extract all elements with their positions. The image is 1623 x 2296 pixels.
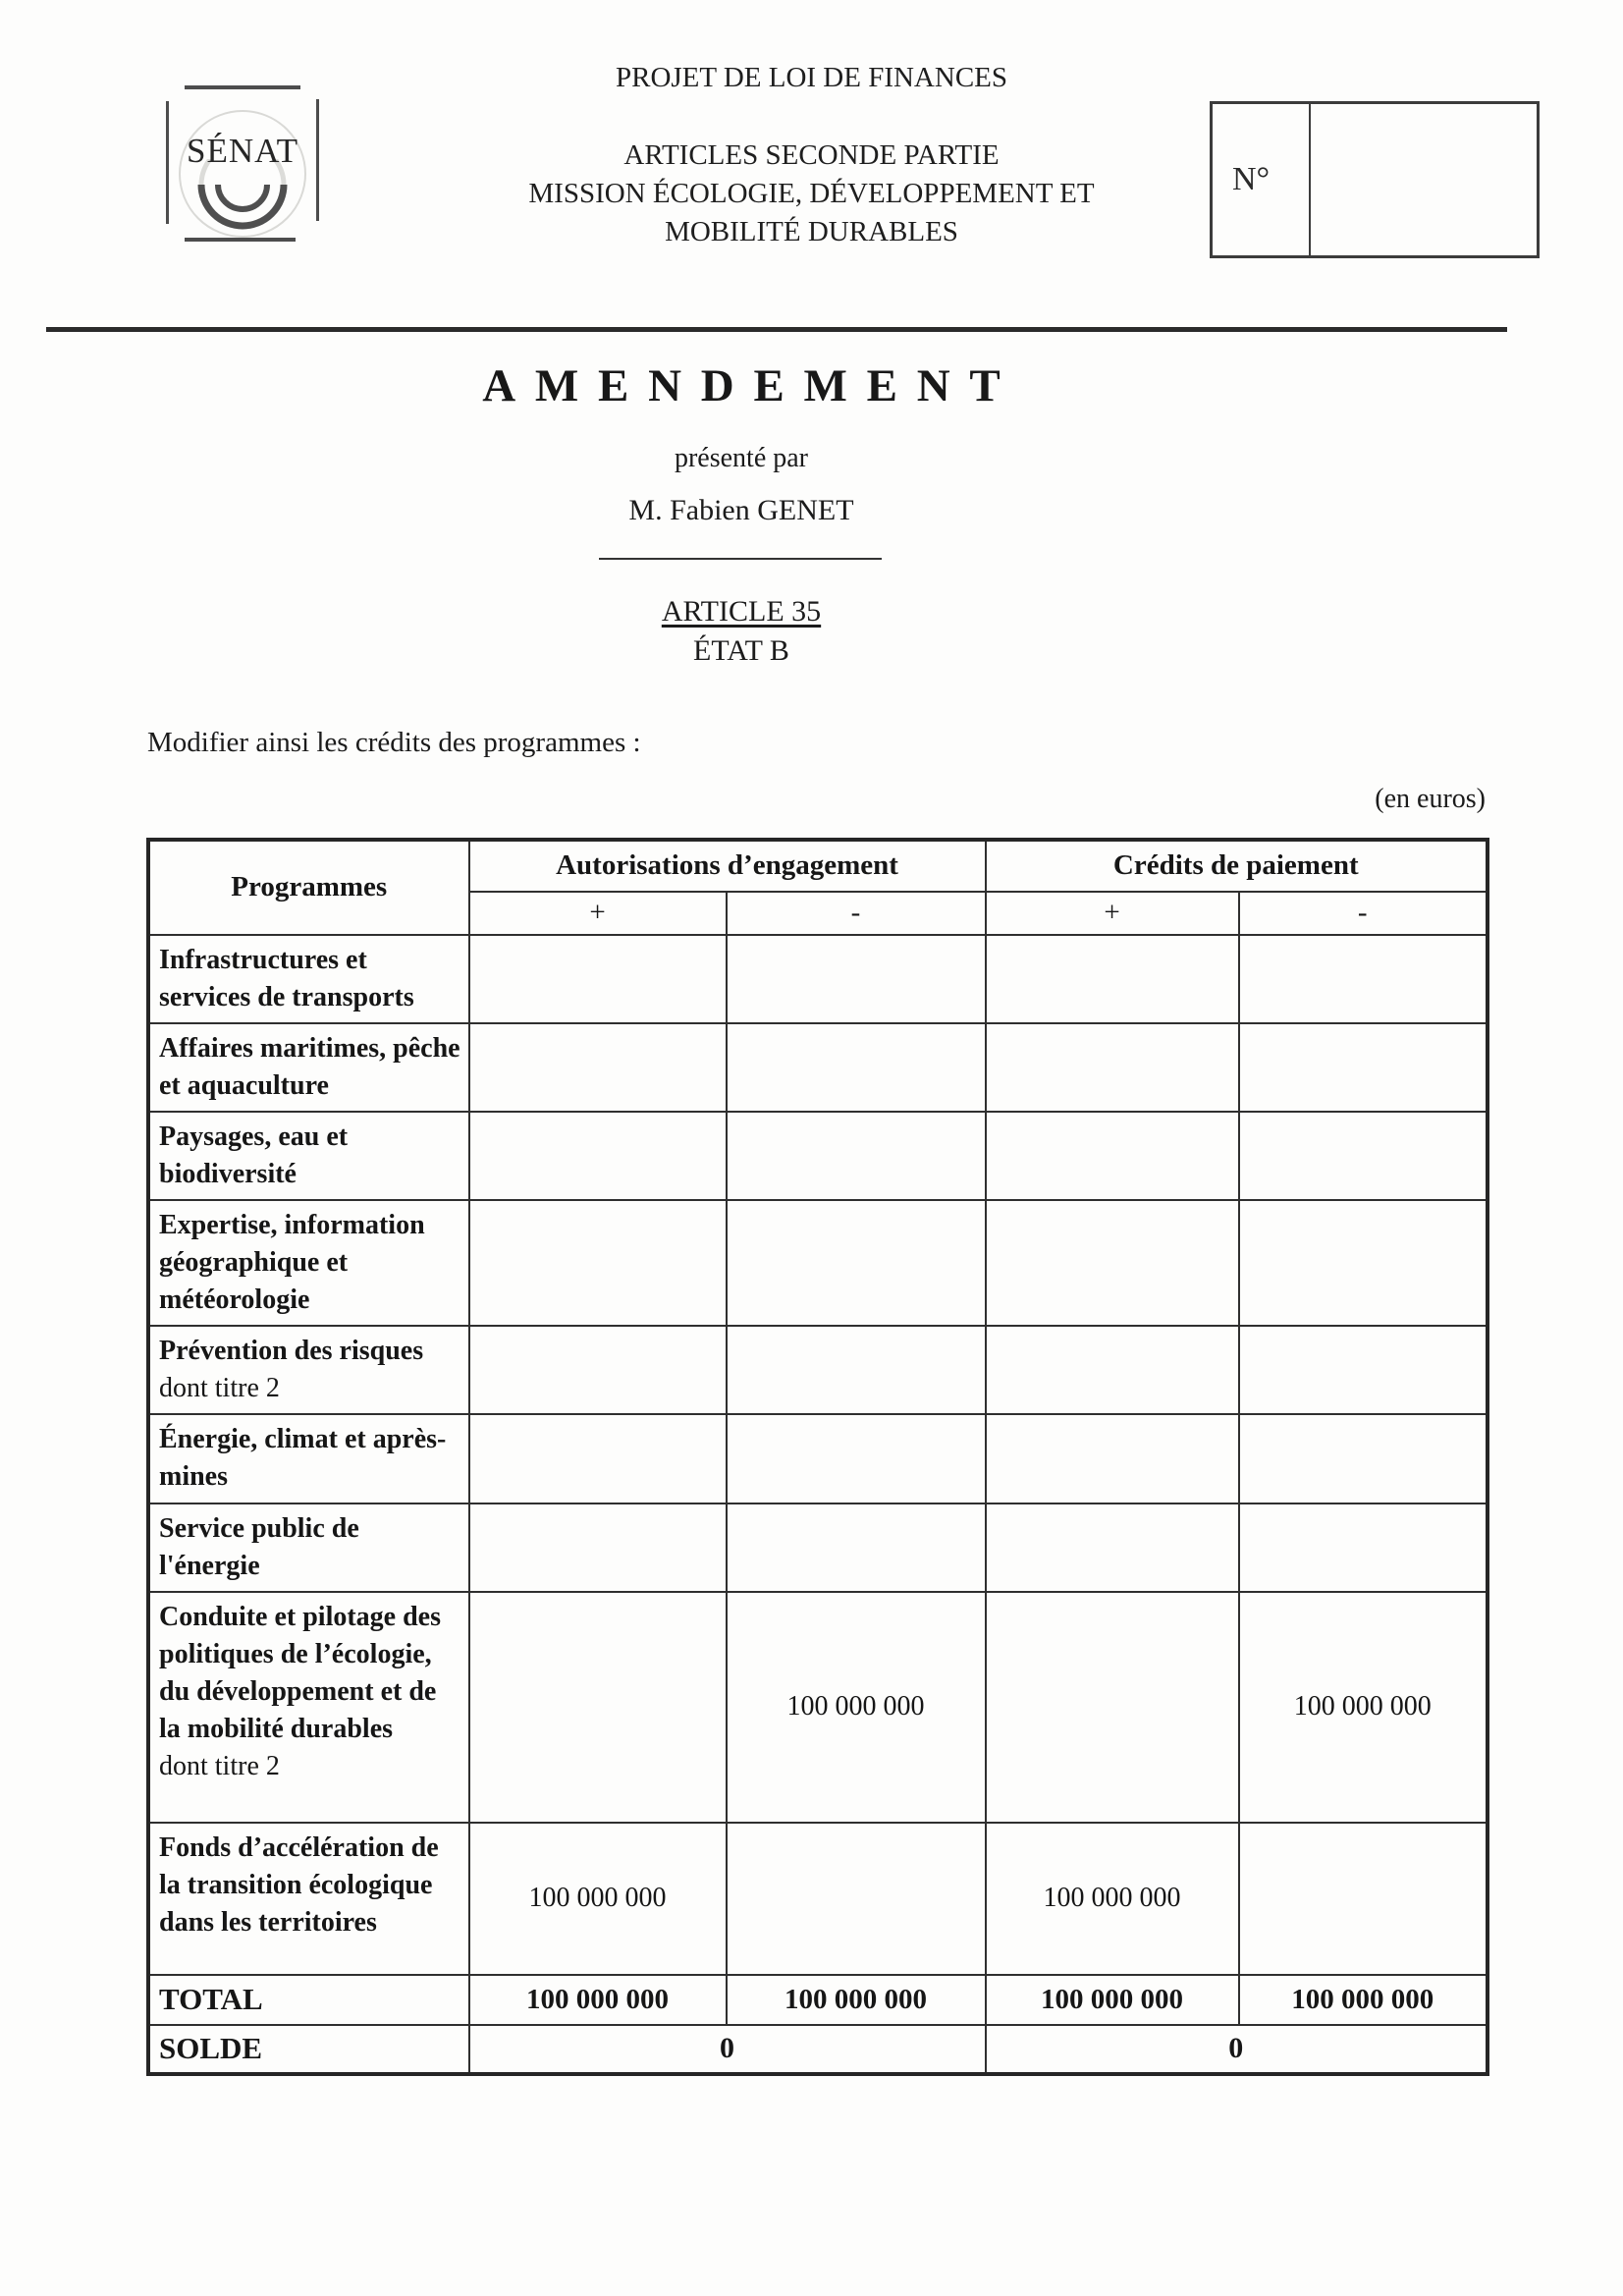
program-label: Infrastructures et services de transports xyxy=(159,944,414,1012)
table-row xyxy=(149,1326,1488,1414)
section-divider xyxy=(599,558,882,560)
ae-minus-header: - xyxy=(727,892,986,935)
instruction-text: Modifier ainsi les crédits des programmes : xyxy=(147,727,641,758)
cp-plus-cell: 100 000 000 xyxy=(986,1823,1239,1975)
table-row xyxy=(149,935,1488,1023)
ae-minus-cell xyxy=(727,1023,986,1112)
program-label: Conduite et pilotage des politiques de l’écologie, du développement et de la mobilité durables xyxy=(159,1601,441,1744)
total-cp-plus-cell: 100 000 000 xyxy=(986,1975,1239,2025)
ae-minus-cell xyxy=(727,1200,986,1326)
total-label-cell xyxy=(149,1975,469,2025)
total-label: TOTAL xyxy=(159,1981,263,2016)
senat-logo xyxy=(131,75,349,255)
ae-minus-cell xyxy=(727,1112,986,1200)
senat-logo-text: SÉNAT xyxy=(187,132,298,170)
table-header-row xyxy=(149,841,1488,892)
cp-plus-cell xyxy=(986,1592,1239,1823)
program-label-cell xyxy=(149,935,469,1023)
program-sub-label: dont titre 2 xyxy=(159,1750,280,1781)
ae-minus-cell xyxy=(727,1503,986,1592)
cp-plus-cell xyxy=(986,1503,1239,1592)
cp-minus-cell xyxy=(1239,1200,1488,1326)
doc-type-title: PROJET DE LOI DE FINANCES xyxy=(615,62,1008,93)
credits-table xyxy=(147,839,1488,2075)
cp-minus-cell xyxy=(1239,1823,1488,1975)
program-label-cell xyxy=(149,1503,469,1592)
cp-minus-cell xyxy=(1239,1414,1488,1503)
ae-plus-cell xyxy=(469,1200,727,1326)
program-label-cell xyxy=(149,1414,469,1503)
ae-plus-cell xyxy=(469,935,727,1023)
program-label: Service public de l'énergie xyxy=(159,1512,359,1581)
total-ae-plus-cell: 100 000 000 xyxy=(469,1975,727,2025)
cp-minus-cell xyxy=(1239,1503,1488,1592)
cp-plus-cell xyxy=(986,1326,1239,1414)
solde-cp-cell: 0 xyxy=(986,2025,1488,2074)
column-header-programmes: Programmes xyxy=(149,841,469,935)
total-row xyxy=(149,1975,1488,2025)
cp-minus-cell xyxy=(1239,1112,1488,1200)
senat-logo-bottom-rule xyxy=(185,238,296,242)
table-row xyxy=(149,1200,1488,1326)
cp-plus-header: + xyxy=(986,892,1239,935)
header-subtitle-line: ARTICLES SECONDE PARTIE xyxy=(623,138,1000,171)
program-label-cell xyxy=(149,1023,469,1112)
table-row xyxy=(149,1503,1488,1592)
table-row xyxy=(149,1112,1488,1200)
program-label-cell xyxy=(149,1592,469,1823)
cp-minus-cell xyxy=(1239,1326,1488,1414)
amendment-number-value-cell xyxy=(1311,104,1537,255)
unit-note: (en euros) xyxy=(1375,784,1486,814)
solde-label-cell xyxy=(149,2025,469,2074)
program-label-cell xyxy=(149,1823,469,1975)
cp-plus-cell xyxy=(986,1414,1239,1503)
cp-minus-header: - xyxy=(1239,892,1488,935)
program-label: Paysages, eau et biodiversité xyxy=(159,1121,349,1189)
column-header-cp: Crédits de paiement xyxy=(986,841,1488,892)
cp-plus-cell xyxy=(986,1023,1239,1112)
author-name: M. Fabien GENET xyxy=(628,494,854,526)
total-ae-minus-cell: 100 000 000 xyxy=(727,1975,986,2025)
solde-label: SOLDE xyxy=(159,2031,263,2066)
document-header xyxy=(344,59,1279,250)
program-label-cell xyxy=(149,1112,469,1200)
ae-plus-header: + xyxy=(469,892,727,935)
ae-plus-cell xyxy=(469,1326,727,1414)
program-label: Affaires maritimes, pêche et aquaculture xyxy=(159,1032,460,1101)
amendment-title: AMENDEMENT xyxy=(482,360,1020,411)
ae-plus-cell xyxy=(469,1503,727,1592)
cp-minus-cell: 100 000 000 xyxy=(1239,1592,1488,1823)
program-label: Prévention des risques xyxy=(159,1336,424,1367)
table-row xyxy=(149,1592,1488,1823)
program-label-cell xyxy=(149,1326,469,1414)
cp-minus-cell xyxy=(1239,935,1488,1023)
table-row xyxy=(149,1414,1488,1503)
cp-plus-cell xyxy=(986,935,1239,1023)
ae-minus-cell xyxy=(727,935,986,1023)
table-row xyxy=(149,1023,1488,1112)
etat-heading: ÉTAT B xyxy=(693,634,789,667)
total-cp-minus-cell: 100 000 000 xyxy=(1239,1975,1488,2025)
ae-plus-cell: 100 000 000 xyxy=(469,1823,727,1975)
cp-plus-cell xyxy=(986,1112,1239,1200)
ae-minus-cell: 100 000 000 xyxy=(727,1592,986,1823)
program-label: Énergie, climat et après-mines xyxy=(159,1424,447,1493)
header-subtitle-line: MISSION ÉCOLOGIE, DÉVELOPPEMENT ET xyxy=(528,177,1095,209)
ae-plus-cell xyxy=(469,1023,727,1112)
solde-row xyxy=(149,2025,1488,2074)
program-label-cell xyxy=(149,1200,469,1326)
solde-ae-cell: 0 xyxy=(469,2025,986,2074)
cp-plus-cell xyxy=(986,1200,1239,1326)
ae-plus-cell xyxy=(469,1414,727,1503)
program-label: Fonds d’accélération de la transition écologique dans les territoires xyxy=(159,1831,439,1938)
ae-minus-cell xyxy=(727,1326,986,1414)
header-divider xyxy=(46,327,1507,332)
program-label: Expertise, information géographique et météorologie xyxy=(159,1209,425,1316)
cp-minus-cell xyxy=(1239,1023,1488,1112)
column-header-ae: Autorisations d’engagement xyxy=(469,841,986,892)
amendment-number-label: N° xyxy=(1213,104,1311,255)
senat-logo-top-rule xyxy=(185,85,300,89)
amendment-number-box xyxy=(1210,101,1540,258)
ae-plus-cell xyxy=(469,1112,727,1200)
program-sub-label: dont titre 2 xyxy=(159,1373,280,1404)
presented-by-line: présenté par xyxy=(674,443,809,473)
table-row xyxy=(149,1823,1488,1975)
header-subtitle-line: MOBILITÉ DURABLES xyxy=(665,215,958,247)
ae-minus-cell xyxy=(727,1823,986,1975)
article-heading: ARTICLE 35 xyxy=(661,595,822,628)
ae-plus-cell xyxy=(469,1592,727,1823)
ae-minus-cell xyxy=(727,1414,986,1503)
